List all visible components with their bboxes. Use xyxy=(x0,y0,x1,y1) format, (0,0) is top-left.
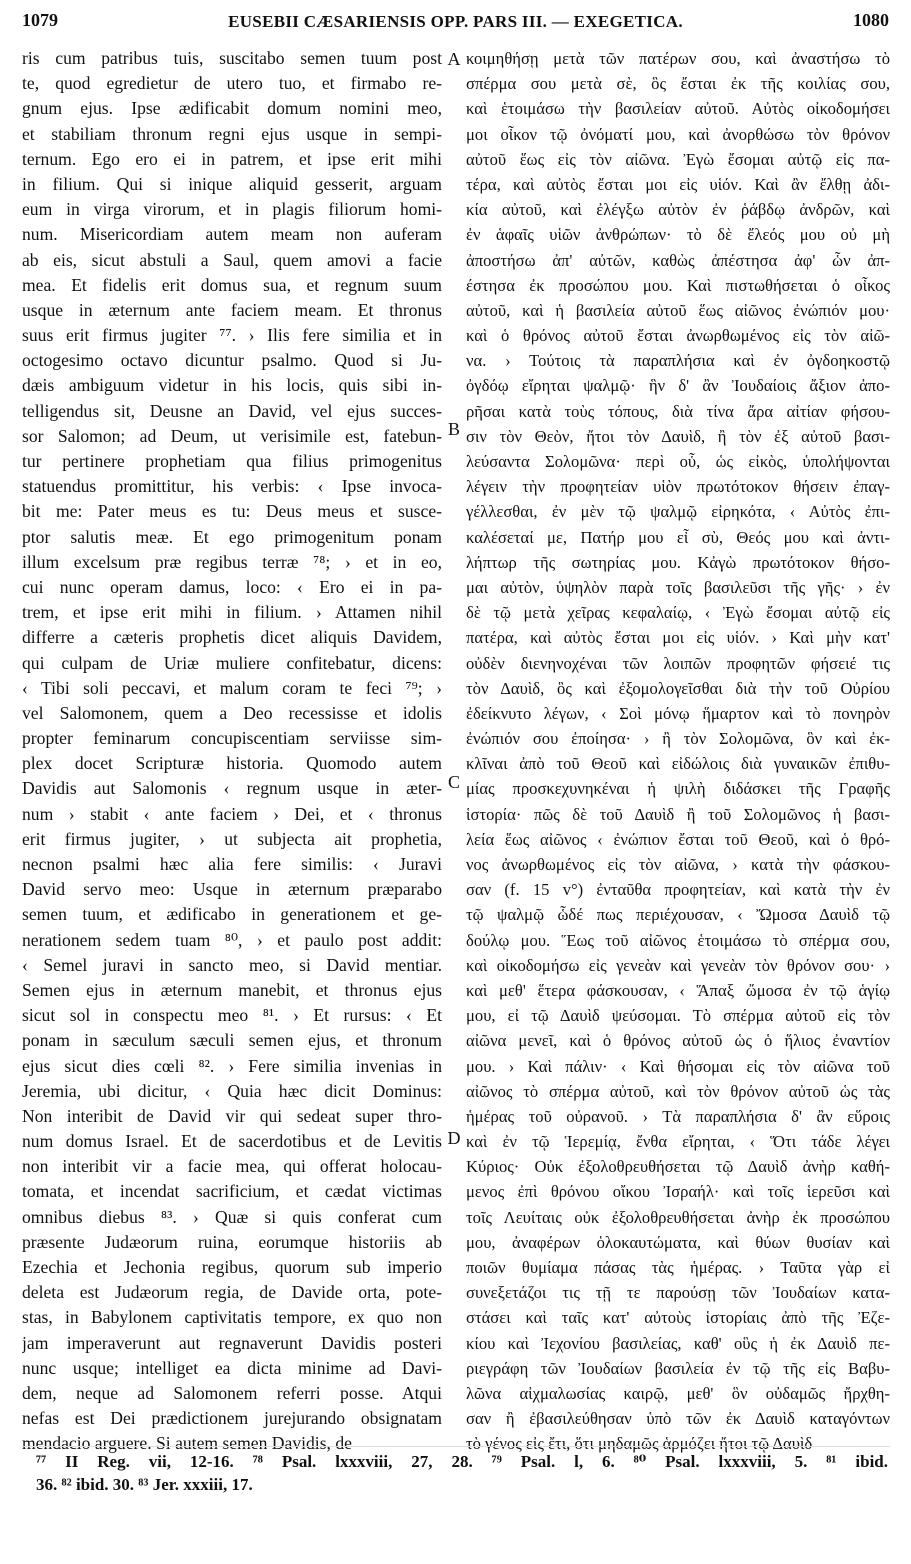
greek-text-line: ὀγδόῳ εἴρηται ψαλμῷ· ἣν δ' ἂν Ἰουδαίοις ἄξιον ἀπο- xyxy=(466,376,890,396)
latin-text-line: num › stabit ‹ ante faciem › Dei, et ‹ thronus xyxy=(22,803,442,824)
latin-text-line: te, quod egredietur de utero tuo, et firmabo re- xyxy=(22,73,442,94)
latin-text-line: tur pertinere prophetiam qua filius primogenitus xyxy=(22,451,442,471)
latin-text-line: dem, neque ad Salomonem referri posse. Atqui xyxy=(22,1382,442,1403)
greek-text-line: τέρα, καὶ αὐτὸς ἔσται μοι εἰς υἱόν. Καὶ ἂν ἔλθῃ ἀδι- xyxy=(466,174,890,194)
latin-text-line: ris cum patribus tuis, suscitabo semen tuum post xyxy=(22,48,442,68)
greek-text-line: τῷ ψαλμῷ ὧδέ πως περιέχουσαν, ‹ Ὤμοσα Δαυὶδ τῷ xyxy=(466,905,890,925)
greek-text-line: μου, ἀναφέρων ὁλοκαυτώματα, καὶ θύων θυσίαν καὶ xyxy=(466,1232,890,1252)
latin-text-line: qui culpam de Uriæ muliere confitebatur, dicens: xyxy=(22,652,442,673)
footnotes xyxy=(36,1450,888,1496)
latin-text-line: gnum ejus. Ipse ædificabit domum nomini meo, xyxy=(22,98,442,119)
greek-text-line: μίας προσκεχυνηκέναι ἡ ψιλὴ διδάσκει τῆς Γραφῆς xyxy=(466,779,890,799)
greek-text-line: μου. › Καὶ πάλιν· ‹ Καὶ θήσομαι εἰς τὸν αἰῶνα τοῦ xyxy=(466,1056,890,1076)
greek-text-line: λῶνα αἰχμαλωσίας καιρῷ, μεθ' ὃν οὐδαμῶς ἤρχθη- xyxy=(466,1383,890,1403)
latin-text-line: omnibus diebus ⁸³. › Quæ si quis conferat cum xyxy=(22,1206,442,1227)
greek-text-line: ἐν ἁφαῖς υἱῶν ἀνθρώπων· τὸ δὲ ἔλεός μου οὐ μὴ xyxy=(466,225,890,245)
latin-text-line: bit me: Pater meus es tu: Deus meus et susce- xyxy=(22,501,442,522)
latin-text-line: stas, in Babylonem captivitatis tempore, ex quo non xyxy=(22,1307,442,1328)
latin-text-line: ab eis, sicut abstuli a Saul, quem amovi a facie xyxy=(22,249,442,270)
greek-text-line: νος ἀνωρθωμένος εἰς τὸν αἰῶνα, › κατὰ τὴν φάσκου- xyxy=(466,855,890,874)
greek-text-line: ἐνώπιόν σου ἐποίησα· › ἢ τὸν Σολομῶνα, ὃν καὶ ἐκ- xyxy=(466,729,890,749)
latin-text-line: suus erit firmus jugiter ⁷⁷. › Ilis fere similia et in xyxy=(22,325,442,346)
latin-text-line: sor Salomon; ad Deum, ut verisimile est, fatebun- xyxy=(22,425,442,446)
greek-text-line: καλέσεταί με, Πατήρ μου εἶ σὺ, Θεός μου καὶ ἀντι- xyxy=(466,527,890,547)
greek-text-line: λεία ἕως αἰῶνος ‹ ἐνώπιον ἔσται τοῦ Θεοῦ, καὶ ὁ θρό- xyxy=(466,829,890,849)
latin-text-line: ternum. Ego ero ei in patrem, et ipse erit mihi xyxy=(22,148,442,169)
latin-text-line: cui nunc operam damus, loco: ‹ Ero ei in pa- xyxy=(22,576,442,597)
latin-text-line: erit firmus jugiter, › ut subjecta ait prophetia, xyxy=(22,828,442,849)
greek-text-line: τὸ γένος εἰς ἔτι, ὅτι μηδαμῶς ἁρμόζει ἤτοι τῷ Δαυὶδ xyxy=(466,1434,813,1454)
greek-text-line: δὲ τῷ μετὰ χεῖρας κεφαλαίῳ, ‹ Ἐγὼ ἔσομαι αὐτῷ εἰς xyxy=(466,603,890,623)
greek-text-line: σαν ἢ ἐβασιλεύθησαν ὑπὸ τῶν ἐκ Δαυὶδ καταγόντων xyxy=(466,1409,890,1429)
latin-text-line: ponam in sæculum sæculi semen ejus, et thronum xyxy=(22,1030,442,1051)
greek-text-line: τοῖς Λευίταις οὐκ ἐξολοθρευθήσεται ἀνὴρ ἐκ προσώπου xyxy=(466,1207,890,1227)
greek-text-line: κοιμηθήσῃ μετὰ τῶν πατέρων σου, καὶ ἀναστήσω τὸ xyxy=(466,49,890,68)
greek-text-line: ἀποστήσω ἀπ' αὐτῶν, καθὼς ἀπέστησα ἀφ' ὧν ἀπ- xyxy=(466,250,890,270)
latin-text-line: num domus Israel. Et de sacerdotibus et de Levitis xyxy=(22,1131,442,1152)
greek-text-line: να. › Τούτοις τὰ παραπλήσια καὶ ἐν ὀγδοηκοστῷ xyxy=(466,351,890,371)
greek-text-line: ἐδείκνυτο λέγων, ‹ Σοὶ μόνῳ ἥμαρτον καὶ τὸ πονηρὸν xyxy=(466,703,890,723)
greek-text-line: αἰῶνα μενεῖ, καὶ ὁ θρόνος αὐτοῦ ὡς ὁ ἥλιος ἐναντίον xyxy=(466,1031,890,1051)
latin-text-line: propter feminarum concupiscentiam serviisse sim- xyxy=(22,728,442,749)
latin-text-line: Davidis aut Salomonis ‹ regnum usque in æter- xyxy=(22,778,442,799)
latin-text-line: statuendus promittitur, his verbis: ‹ Ipse invoca- xyxy=(22,476,442,497)
latin-text-line: vel Salomonem, quem a Deo recessisse et idolis xyxy=(22,702,442,723)
latin-text-line: usque in æternum ante faciem meam. Et thronus xyxy=(22,299,442,320)
latin-text-line: nunc usque; intelliget ea dicta minime ad Davi- xyxy=(22,1357,442,1378)
footnote-line: ⁷⁷ II Reg. vii, 12-16. ⁷⁸ Psal. lxxxviii, 27, 28. ⁷⁹ Psal. l, 6. ⁸⁰ Psal. lxxxviii, 5. ⁸¹ ibid. xyxy=(36,1452,888,1471)
running-header xyxy=(22,10,889,40)
footnote-line: 36. ⁸² ibid. 30. ⁸³ Jer. xxxiii, 17. xyxy=(36,1475,253,1494)
latin-text-line: tomata, et incendat sacrificium, et cædat victimas xyxy=(22,1181,442,1202)
latin-text-line: num. Misericordiam autem meam non auferam xyxy=(22,224,442,245)
running-title: EUSEBII CÆSARIENSIS OPP. PARS III. — EXEGETICA. xyxy=(228,12,683,31)
greek-text-line: γέλλεσθαι, ἐν μὲν τῷ ψαλμῷ εἰρηκότα, ‹ Αὐτὸς ἐπι- xyxy=(466,502,890,522)
greek-text-line: έστησα ἐκ προσώπου μου. Καὶ πιστωθήσεται ὁ οἶκος xyxy=(466,275,890,295)
latin-text-line: differre a cæteris prophetis dicet aliquis Davidem, xyxy=(22,627,442,648)
greek-text-line: μαι αὐτὸν, ὑψηλὸν παρὰ τοῖς βασιλεῦσι τῆς γῆς· › ἐν xyxy=(466,577,890,597)
section-marker-a: A xyxy=(447,49,461,69)
latin-text-line: nerationem sedem tuam ⁸⁰, › et paulo post addit: xyxy=(22,929,442,950)
latin-text-line: sicut sol in conspectu meo ⁸¹. › Et rursus: ‹ Et xyxy=(22,1005,442,1026)
greek-text-line: καὶ οἰκοδομήσω εἰς γενεὰν καὶ γενεὰν τὸν θρόνον σου· › xyxy=(466,955,890,975)
greek-text-line: ρῆσαι κατὰ τοὺς τόπους, διὰ τίνα ἄρα αἰτίαν φήσου- xyxy=(466,401,890,421)
greek-text-line: λέγειν τὴν προφητείαν υἱὸν πρωτότοκον θήσειν ἐπαγ- xyxy=(466,477,890,497)
latin-text-line: octogesimo octavo dicuntur psalmo. Quod si Ju- xyxy=(22,350,442,371)
greek-text-line: αὐτοῦ ἕως εἰς τὸν αἰῶνα. Ἐγὼ ἔσομαι αὐτῷ εἰς πα- xyxy=(466,149,890,169)
latin-text-line: ptor salutis meæ. Et ego primogenitum ponam xyxy=(22,526,442,547)
greek-text-line: πατέρα, καὶ αὐτὸς ἔσται μοι εἰς υἱόν. › Καὶ μὴν κατ' xyxy=(466,628,890,648)
latin-text-line: jam imperaverunt aut regnaverunt Davidis posteri xyxy=(22,1332,442,1353)
greek-text-line: ποιῶν θυμίαμα πάσας τὰς ἡμέρας. › Ταῦτα γὰρ εἰ xyxy=(466,1258,890,1277)
greek-text-line: στάσει καὶ ταῖς κατ' αὐτοὺς ἱστορίαις ἀπὸ τῆς Ἐζε- xyxy=(466,1308,890,1328)
latin-text-line: præsente Judæorum ruina, eorumque historiis ab xyxy=(22,1231,442,1252)
greek-text-line: ριεγράφη τῶν Ἰουδαίων βασιλεία ἐν τῷ τῆς εἰς Βαβυ- xyxy=(466,1358,890,1378)
greek-text-line: καὶ ὁ θρόνος αὐτοῦ ἔσται ἀνωρθωμένος εἰς τὸν αἰῶ- xyxy=(466,326,890,346)
latin-text-line: eum in virga virorum, et in plagis filiorum homi- xyxy=(22,199,442,220)
latin-text-line: trem, et ipse erit mihi in filium. › Attamen nihil xyxy=(22,602,442,623)
latin-text-line: et stabiliam thronum regni ejus usque in sempi- xyxy=(22,123,442,144)
greek-text-line: δούλῳ μου. Ἕως τοῦ αἰῶνος ἑτοιμάσω τὸ σπέρμα σου, xyxy=(466,930,890,950)
greek-text-line: λήπτωρ τῆς σωτηρίας μου. Κἀγὼ πρωτότοκον θήσο- xyxy=(466,552,890,572)
latin-text-line: Non interibit de David vir qui sedeat super thro- xyxy=(22,1105,442,1126)
latin-text-line: David servo meo: Usque in æternum præparabo xyxy=(22,879,442,900)
latin-text-line: deleta est Judæorum regia, de Davide orta, pote- xyxy=(22,1282,442,1303)
latin-text-line: non interibit vir a facie mea, qui offerat holocau- xyxy=(22,1156,442,1177)
latin-text-line: Jeremia, ubi dicitur, ‹ Quia hæc dicit Dominus: xyxy=(22,1080,442,1101)
latin-text-line: plex docet Scripturæ historia. Quomodo autem xyxy=(22,753,442,774)
greek-text-line: μου, εἰ τῷ Δαυὶδ ψεύσομαι. Τὸ σπέρμα αὐτοῦ εἰς τὸν xyxy=(466,1006,890,1026)
greek-text-line: ἡμέρας τοῦ οὐρανοῦ. › Τὰ παραπλήσια δ' ἂν εὕροις xyxy=(466,1106,890,1126)
latin-text-line: nefas est Dei prædictionem jurejurando obsignatam xyxy=(22,1408,442,1429)
latin-text-line: Semen ejus in æternum manebit, et thronus ejus xyxy=(22,979,442,1000)
greek-text-line: αἰῶνος τὸ σπέρμα αὐτοῦ, καὶ τὸν θρόνον αὐτοῦ ὡς τὰς xyxy=(466,1081,890,1101)
greek-text-line: αὐτοῦ, καὶ ἡ βασιλεία αὐτοῦ ἕως αἰῶνος ἐνώπιόν μου· xyxy=(466,300,890,320)
greek-column xyxy=(466,46,890,1457)
latin-text-line: ‹ Tibi soli peccavi, et malum coram te feci ⁷⁹; › xyxy=(22,677,442,698)
page-number-right: 1080 xyxy=(853,10,889,30)
latin-text-line: ‹ Semel juravi in sancto meo, si David mentiar. xyxy=(22,954,442,975)
latin-text-line: mendacio arguere. Si autem semen Davidis, de xyxy=(22,1433,352,1454)
section-marker-b: B xyxy=(447,419,460,439)
latin-text-line: telligendus sit, Deusne an David, vel ejus succes- xyxy=(22,400,442,421)
greek-text-line: ἱστορία· πῶς δὲ τοῦ Δαυὶδ ἢ τοῦ Σολομῶνος ἡ βασι- xyxy=(466,804,890,824)
greek-text-line: σιν τὸν Θεὸν, ἤτοι τὸν Δαυὶδ, ἢ τὸν ἐξ αὐτοῦ βασι- xyxy=(466,426,890,446)
latin-text-line: ejus sicut dies cœli ⁸². › Fere similia invenias in xyxy=(22,1055,442,1076)
greek-text-line: τὸν Δαυὶδ, ὃς καὶ ἐξομολογεῖσθαι διὰ τὴν τοῦ Οὐρίου xyxy=(466,678,890,698)
greek-text-line: καὶ μεθ' ἕτερα φάσκουσαν, ‹ Ἅπαξ ὤμοσα ἐν τῷ ἁγίῳ xyxy=(466,980,890,1000)
greek-text-line: λεύσαντα Σολομῶνα· περὶ οὗ, ὡς εἰκὸς, ὑπολήψονται xyxy=(466,452,890,471)
latin-text-line: Ezechia et Jechonia regibus, quorum sub imperio xyxy=(22,1257,442,1277)
latin-text-line: semen tuum, et ædificabo in generationem et ge- xyxy=(22,904,442,925)
greek-text-line: σαν (f. 15 v°) ἐνταῦθα προφητείαν, καὶ κατὰ τὴν ἐν xyxy=(466,880,890,900)
greek-text-line: κίου καὶ Ἰεχονίου βασιλείας, καθ' οὓς ἡ ἐκ Δαυὶδ πε- xyxy=(466,1333,890,1353)
section-marker-c: C xyxy=(447,772,460,792)
latin-text-line: in filium. Qui si inique aliquid gesserit, arguam xyxy=(22,173,442,194)
greek-text-line: Κύριος· Οὐκ ἐξολοθρευθήσεται τῷ Δαυὶδ ἀνὴρ καθή- xyxy=(466,1157,890,1177)
greek-text-line: συνεξετάζοι τις τῇ τε παρούσῃ τῶν Ἰουδαίων κατα- xyxy=(466,1283,890,1303)
latin-text-line: dæis ambiguum videtur in his locis, quis sibi in- xyxy=(22,375,442,396)
section-marker-d: D xyxy=(447,1128,461,1148)
latin-text-line: necnon psalmi hæc alia fere similis: ‹ Juravi xyxy=(22,854,442,874)
greek-text-line: κλῖναι ἀπὸ τοῦ Θεοῦ καὶ εἰδώλοις διὰ γυναικῶν ἐπιθυ- xyxy=(466,754,890,774)
greek-text-line: καὶ ἑτοιμάσω τὴν βασιλείαν αὐτοῦ. Αὐτὸς οἰκοδομήσει xyxy=(466,99,890,119)
latin-text-line: illum excelsum præ regibus terræ ⁷⁸; › et in eo, xyxy=(22,551,442,572)
greek-text-line: οὐδὲν διενηνοχέναι τῶν λοιπῶν προφητῶν φήσειέ τις xyxy=(466,653,890,673)
latin-text-line: mea. Et fidelis erit domus sua, et regnum suum xyxy=(22,274,442,295)
greek-text-line: μοι οἶκον τῷ ὀνόματί μου, καὶ ἀνορθώσω τὸν θρόνον xyxy=(466,124,890,144)
greek-text-line: καὶ ἐν τῷ Ἱερεμίᾳ, ἔνθα εἴρηται, ‹ Ὅτι τάδε λέγει xyxy=(466,1132,890,1152)
footnote-divider xyxy=(22,1446,890,1447)
latin-column xyxy=(22,46,442,1457)
greek-text-line: μενος ἐπὶ θρόνου οἴκου Ἰσραήλ· καὶ τοῖς ἱερεῦσι καὶ xyxy=(466,1182,890,1202)
page-number-left: 1079 xyxy=(22,10,58,30)
greek-text-line: σπέρμα σου μετὰ σὲ, ὃς ἔσται ἐκ τῆς κοιλίας σου, xyxy=(466,74,890,94)
greek-text-line: κία αὐτοῦ, καὶ ἐλέγξω αὐτὸν ἐν ῥάβδῳ ἀνδρῶν, καὶ xyxy=(466,200,890,220)
